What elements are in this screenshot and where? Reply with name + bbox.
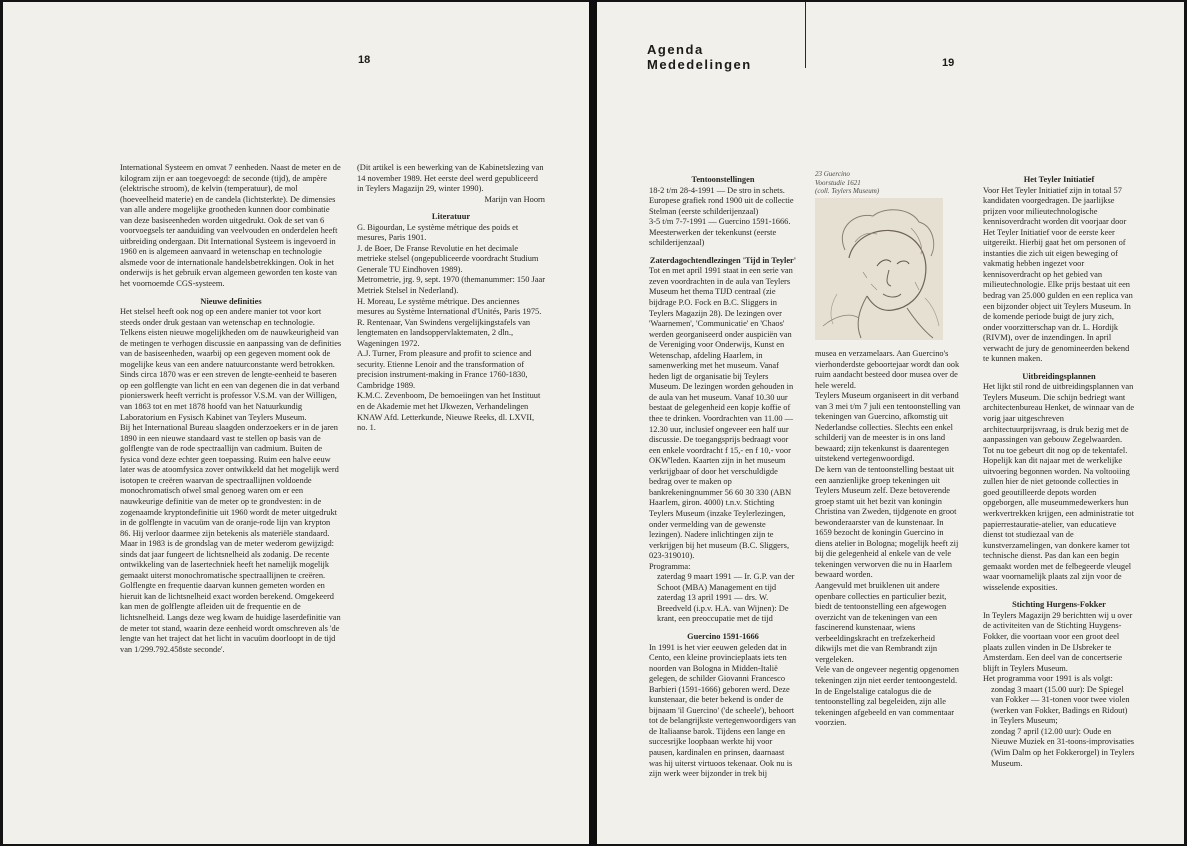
section-heading: Guercino 1591-1666 — [687, 631, 759, 641]
right-page — [597, 2, 1184, 844]
section-heading: Het Teyler Initiatief — [1023, 175, 1095, 184]
section-heading: Tentoonstellingen — [691, 175, 755, 184]
right-column-1 — [649, 168, 797, 780]
paragraph: 3-5 t/m 7-7-1991 — Guercino 1591-1666. Meesterwerken der tekenkunst (eerste schilderijenzaal) — [649, 217, 791, 248]
paragraph: Het stelsel heeft ook nog op een andere manier tot voor kort steeds onder druk gestaan van wetenschap en technologie. Telkens eisten nieuwe mogelijkheden om de nauwkeurigheid van de metingen te verhogen discussie en aanpassing van de definities van de basiseenheden, waarbij op een gegeven moment ook de mogelijke keus van een andere natuurconstante werd betrokken. Sinds circa 1870 was er een streven de lengte-eenheid te baseren op een golflengte van licht en een van degenen die in dat verband pionierswerk heeft verricht is professor V.S.M. van der Willigen, van 1863 tot en met 1878 hoofd van het Natuurkundig Laboratorium en Fysisch Kabinet van Teylers Museum. — [120, 307, 342, 422]
author-signature: Marijn van Hoorn — [484, 194, 545, 204]
caption-line-2: Voorstudie 1621 — [815, 178, 861, 187]
paragraph: zondag 7 april (12.00 uur): Oude en Nieuwe Muziek en 31-toons-improvisaties (Wim Dalm op het Fokkerorgel) in Teylers Museum. — [991, 726, 1135, 768]
paragraph: Teylers Museum organiseert in dit verband van 3 mei t/m 7 juli een tentoonstelling van tekeningen van Guercino, afkomstig uit Nederlandse collecties. Slechts een enkel schilderij van de meester is in ons land bewaard; zijn tekenkunst is daarentegen uitstekend vertegenwoordigd. — [815, 391, 961, 464]
paragraph: Het programma voor 1991 is als volgt: — [983, 674, 1113, 684]
paragraph: In 1991 is het vier eeuwen geleden dat in Cento, een kleine provincieplaats iets ten noorden van Bologna in Midden-Italië gelegen, de schilder Giovanni Francesco Barbieri (1591-1666) geboren werd. Deze kunstenaar, die beter bekend is onder de bijnaam 'il Guercino' ('de scheele'), behoort tot de belangrijkste vertegenwoordigers van de Italiaanse barok. Tijdens een lange en succesrijke loopbaan werkte hij voor pausen, kardinalen en prinsen, daarnaast was hij uiterst virtuoos tekenaar. Ook nu is zijn werk weer bijzonder in trek bij — [649, 642, 796, 779]
paragraph: De kern van de tentoonstelling bestaat uit een aanzienlijke groep tekeningen uit Teylers Museum zelf. Deze betoverende groep stamt uit het bezit van koningin Christina van Zweden, tijdgenote en groot bewonderaarster van de kunstenaar. In 1659 bezocht de koningin Guercino in diens atelier in Bologna; mogelijk heeft zij bij die gelegenheid al enkele van de vele tekeningen verworven die nu in Haarlem bewaard worden. — [815, 465, 959, 580]
paragraph: Het lijkt stil rond de uitbreidingsplannen van Teylers Museum. Die schijn bedriegt want architectenbureau Henket, de winnaar van de vorig jaar uitgeschreven architectuurprijsvraag, is druk bezig met de aanpassingen van gebouw Zegelwaarden. Tot nu toe gebeurt dit nog op de tekentafel. Hopelijk kan dit najaar met de werkelijke uitvoering begonnen worden. Na voltooiing zullen hier de niet getoonde collecties in goed geoutilleerde depots worden opgeborgen, alle museummedewerkers hun werkvertrekken krijgen, een administratie tot papierrestauratie-atelier, van educatieve dienst tot studiezaal van de kunstverzamelingen, van donkere kamer tot technische dienst. Pas dan kan een begin gemaakt worden met de felbegeerde vleugel waar voornamelijk plaats zal zijn voor de wisselende exposities. — [983, 382, 1135, 592]
section-heading: Zaterdagochtendlezingen 'Tijd in Teyler' — [649, 255, 797, 265]
paragraph: Bij het International Bureau slaagden onderzoekers er in de jaren 1890 in een nieuwe standaard vast te stellen op basis van de golflengte van de rode spectraallijn van cadmium. Buiten de fysica vond deze echter geen toepassing. Ruim een halve eeuw later was de atoomfysica zover ontwikkeld dat het mogelijk werd isotopen te creëren waarvan de spectraallijnen voldoende monochromatisch ofwel smal genoeg waren om er een nauwkeurige definitie van de meter op te grondvesten: in de zogenaamde kryptondefinitie uit 1960 wordt de meter uitgedrukt in de golflengte in vacuüm van de oranje-rode lijn van krypton 86. Hij verloor daarmee zijn betekenis als materiële standaard. — [120, 423, 339, 538]
paragraph: zaterdag 9 maart 1991 — Ir. G.P. van der Schoot (MBA) Management en tijd — [657, 572, 795, 592]
guercino-drawing — [815, 198, 943, 340]
paragraph: J. de Boer, De Franse Revolutie en het decimale metrieke stelsel (ongepubliceerde voordracht Studium Generale TU Eindhoven 1989). — [357, 243, 539, 274]
caption-line-1: 23 Guercino — [815, 170, 850, 178]
right-column-3 — [983, 168, 1135, 769]
caption-line-3: (coll. Teylers Museum) — [815, 187, 880, 195]
paragraph: International Systeem en omvat 7 eenheden. Naast de meter en de kilogram zijn er aan toegevoegd: de seconde (tijd), de ampère (elektrische stroom), de kelvin (temperatuur), de mol (hoeveelheid materie) en de candela (lichtsterkte). De dimensies van alle andere mogelijke grootheden kunnen door combinatie van deze basiseenheden worden uitgedrukt. Ook de set van 6 voorvoegsels ter aanduiding van veelvouden en onderdelen heeft uitbreiding ondergaan. Dit International Systeem is ingevoerd in 1960 en is algemeen aanvaard in wetenschap en technologie alsmede voor de internationale handelsbetrekkingen. Ook in het onderwijs is het gebruik ervan algemeen geworden ten koste van het voornoemde CGS-systeem. — [120, 163, 341, 289]
page-number-right: 19 — [942, 57, 955, 69]
left-column-2 — [357, 163, 545, 434]
paragraph: zondag 3 maart (15.00 uur): De Spiegel van Fokker — 31-tonen voor twee violen (werken van Fokker, Badings en Ridout) in Teylers Museum; — [991, 684, 1130, 726]
paragraph: Metrometrie, jrg. 9, sept. 1970 (themanummer: 150 Jaar Metriek Stelsel in Nederland). — [357, 275, 546, 296]
binding-spine — [589, 0, 597, 846]
paragraph: R. Rentenaar, Van Swindens vergelijkingstafels van lengtematen en landsoppervlaktematen, 2 dln., Wageningen 1972. — [357, 317, 531, 348]
page-number-left: 18 — [358, 54, 371, 66]
paragraph: Voor Het Teyler Initiatief zijn in totaal 57 kandidaten voorgedragen. De jaarlijkse prijzen voor milieutechnologische kennisoverdracht worden dit voorjaar door Het Teyler Initiatief voor de eerste keer uitgereikt. Hierbij gaat het om personen of instanties die zich uit eigen beweging of vakmatig hebben ingezet voor kennisoverdracht op het gebied van milieutechnologie. Elke prijs bestaat uit een bedrag van 25.000 gulden en een replica van een bijzonder object uit Teylers Museum. In de komende periode buigt de jury zich, onder voorzitterschap van dr. L. Hordijk (RIVM), over de inzendingen. In april verwacht de jury de genomineerden bekend te kunnen maken. — [983, 185, 1133, 364]
figure-caption — [815, 170, 879, 196]
left-page — [3, 2, 589, 844]
section-heading: Uitbreidingsplannen — [1022, 371, 1096, 381]
header-mededelingen: Mededelingen — [647, 57, 752, 72]
paragraph: Maar in 1983 is de grondslag van de meter wederom gewijzigd: sinds dat jaar fungeert de lichtsnelheid als zodanig. De recente ontwikkeling van de lasertechniek heeft het namelijk mogelijk gemaakt uiterst monochromatische spectraallijnen te creëren. Golflengte en frequentie daarvan kunnen gemeten worden en hieruit kan de lichtsnelheid exact worden berekend. Omgekeerd kan men de golflengte afleiden uit de frequentie en de lichtsnelheid. Langs deze weg kwam de huidige laserdefinitie van de meter tot stand, waarin deze eenheid wordt omschreven als 'de lengte van het traject dat het licht in vacuüm doorloopt in de tijd van 1/299.792.458ste seconde'. — [120, 539, 341, 654]
section-heading: Nieuwe definities — [200, 296, 262, 306]
paragraph: zaterdag 13 april 1991 — drs. W. Breedveld (i.p.v. H.A. van Wijnen): De krant, een preoccupatie met de tijd — [657, 593, 789, 624]
section-heading: Stichting Hurgens-Fokker — [1012, 600, 1106, 610]
paragraph: A.J. Turner, From pleasure and profit to science and security. Etienne Lenoir and the transformation of precision instrument-making in France 1760-1830, Cambridge 1989. — [357, 349, 532, 390]
paragraph: 18-2 t/m 28-4-1991 — De stro in schets. Europese grafiek rond 1900 uit de collectie Stelman (eerste schilderijenzaal) — [649, 185, 794, 216]
paragraph: musea en verzamelaars. Aan Guercino's vierhonderdste geboortejaar wordt dan ook ruim aandacht besteed door musea over de hele wereld. — [815, 349, 960, 390]
paragraph: G. Bigourdan, Le système métrique des poids et mesures, Paris 1901. — [357, 222, 519, 243]
right-column-2 — [815, 349, 961, 729]
paragraph: (Dit artikel is een bewerking van de Kabinetslezing van 14 november 1989. Het eerste deel werd gepubliceerd in Teylers Magazijn 29, winter 1990). — [357, 163, 544, 194]
paragraph: Tot en met april 1991 staat in een serie van zeven voordrachten in de aula van Teylers Museum het thema TIJD centraal (zie bijdrage P.O. Fock en B.C. Sliggers in Teylers Magazijn 28). De lezingen over 'Waarnemen', 'Communicatie' en 'Chaos' werden georganiseerd onder auspiciën van de Vereniging voor Onderwijs, Kunst en Wetenschap, afdeling Haarlem, in samenwerking met het museum. Vanaf heden ligt de organisatie bij Teylers Museum. De lezingen worden gehouden in de aula van het museum. Vanaf 10.30 uur bestaat de gelegenheid een kopje koffie of thee te drinken. Voordrachten van 11.00 — 12.30 uur, inclusief ongeveer een half uur discussie. De toegangsprijs bedraagt voor een enkele voordracht f 15,- en f 10,- voor OKW'leden. Kaarten zijn in het museum verkrijgbaar of door het verschuldigde bedrag over te maken op bankrekeningnummer 56 60 30 330 (ABN Haarlem, giron. 4000) t.n.v. Stichting Teylers Museum (inzake Teylerlezingen, onder vermelding van de gewenste lezingen). Nadere inlichtingen zijn te verkrijgen bij het museum (B.C. Sliggers, 023-319010). — [649, 266, 794, 561]
paragraph: H. Moreau, Le système métrique. Des anciennes mesures au Système International d'Unités, Paris 1975. — [357, 296, 542, 317]
section-heading: Literatuur — [431, 212, 471, 222]
left-column-1 — [120, 163, 342, 655]
header-agenda: Agenda — [647, 42, 704, 57]
paragraph: Vele van de ongeveer negentig opgenomen tekeningen zijn niet eerder tentoongesteld. In de Engelstalige catalogus die de tentoonstelling zal begeleiden, zijn alle tekeningen afgebeeld en van commentaar voorzien. — [815, 665, 959, 728]
paragraph: Programma: — [649, 561, 691, 571]
section-header — [647, 42, 752, 72]
paragraph: Aangevuld met bruiklenen uit andere openbare collecties en particulier bezit, biedt de tentoonstelling een afgewogen overzicht van de tekeningen van een fascinerend kunstenaar, wiens verbeeldingskracht en trefzekerheid dikwijls met die van Rembrandt zijn vergeleken. — [815, 581, 947, 664]
paragraph: K.M.C. Zevenboom, De bemoeiingen van het Instituut en de Akademie met het IJkwezen, Verhandelingen KNAW Afd. Letterkunde, Nieuwe Reeks, dl. LXVII, no. 1. — [357, 391, 541, 433]
paragraph: In Teylers Magazijn 29 berichtten wij u over de activiteiten van de Stichting Huygens-Fokker, die voortaan voor een groot deel plaats zullen vinden in De IJsbreker te Amsterdam. Een deel van de concertserie blijft in Teylers Museum. — [983, 610, 1133, 673]
header-divider — [805, 2, 806, 68]
